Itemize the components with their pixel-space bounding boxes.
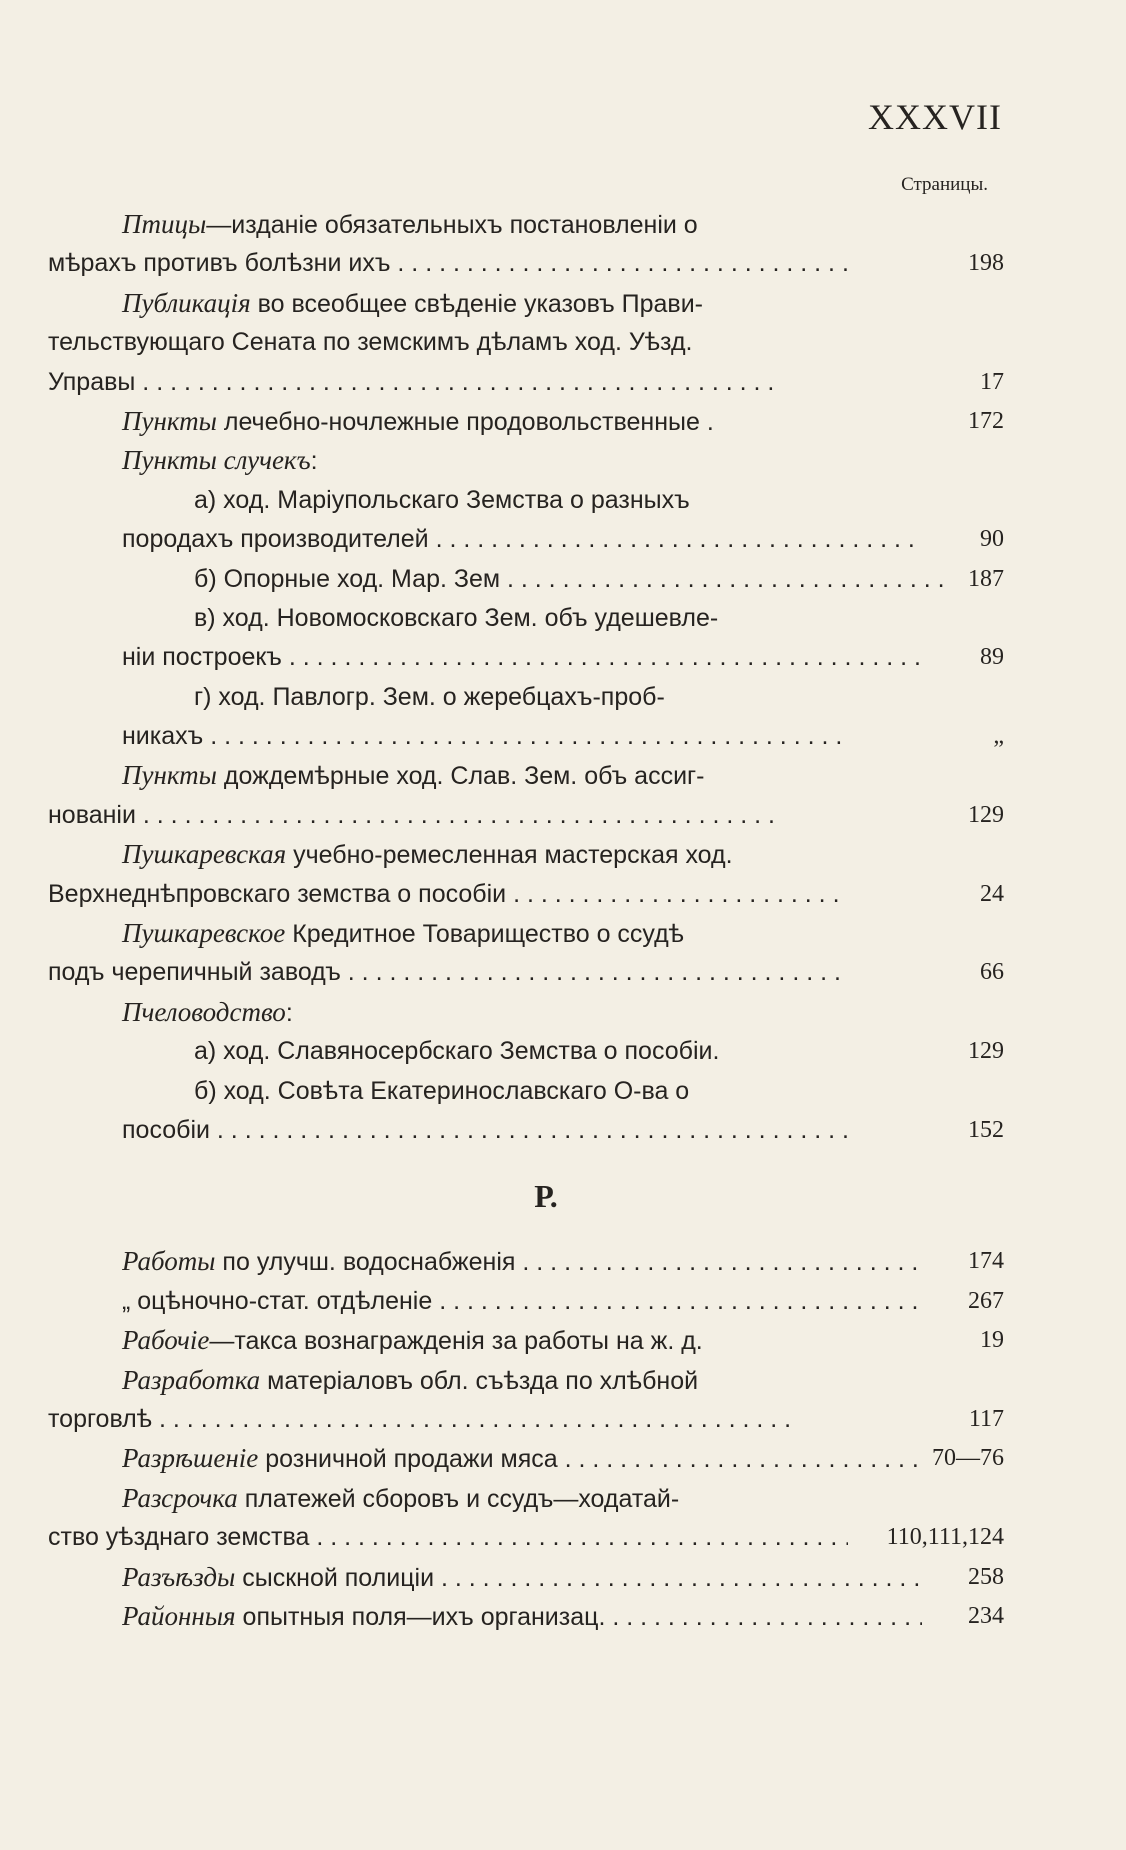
entry-page-number: 187 — [950, 560, 1004, 599]
entry-page-number: 152 — [950, 1111, 1004, 1150]
entry-description: Кредитное Товарищество о ссудѣ — [285, 920, 684, 949]
entry-text — [122, 441, 318, 481]
entry-description: мѣрахъ противъ болѣзни ихъ — [48, 249, 391, 278]
entry-text — [122, 1479, 679, 1519]
index-entry — [48, 835, 1004, 874]
entry-term: Разсрочка — [122, 1482, 238, 1513]
index-entry — [48, 441, 1004, 480]
entry-description: торговлѣ — [48, 1404, 153, 1433]
entry-description: б) ход. Совѣта Екатеринославскаго О-ва о — [194, 1076, 690, 1105]
entry-term: Пушкаревская — [122, 839, 287, 870]
entry-text — [122, 1321, 703, 1361]
entry-text — [48, 1400, 848, 1439]
index-entry — [48, 560, 1004, 599]
entry-page-number: 110,111,124 — [873, 1518, 1004, 1557]
entry-page-number: 66 — [950, 953, 1004, 992]
entry-description: г) ход. Павлогр. Зем. о жеребцахъ-проб- — [194, 682, 665, 711]
entry-page-number: 234 — [950, 1597, 1004, 1636]
entry-description: Управы — [48, 367, 136, 396]
entry-text — [122, 284, 703, 324]
entry-term: Работы — [122, 1246, 216, 1277]
entry-text — [122, 1282, 922, 1321]
index-entry — [48, 1361, 1004, 1400]
entry-term: Разъѣзды — [122, 1561, 236, 1592]
entry-description: „ оцѣночно-стат. отдѣленіе — [122, 1286, 433, 1315]
entry-page-number: 129 — [950, 1032, 1004, 1071]
entry-text — [122, 835, 733, 875]
entry-page-number: 24 — [950, 875, 1004, 914]
index-entry — [48, 1400, 1004, 1439]
entry-text — [122, 1558, 922, 1597]
index-entry — [48, 205, 1004, 244]
entry-term: Пункты — [122, 405, 217, 436]
index-entry — [48, 363, 1004, 402]
entry-text — [122, 205, 698, 245]
entry-term: Рабочіе — [122, 1325, 210, 1356]
section-letter: Р. — [534, 1178, 558, 1215]
entry-term: Пчеловодство — [122, 996, 286, 1027]
entry-text — [122, 756, 704, 796]
index-list — [48, 205, 1004, 1636]
pages-column-label: Страницы. — [901, 174, 988, 195]
entry-description: —такса вознагражденія за работы на ж. д. — [209, 1327, 703, 1356]
entry-text — [122, 402, 714, 442]
entry-description: Верхнеднѣпровскаго земства о пособіи — [48, 879, 507, 908]
entry-term: Разработка — [122, 1364, 261, 1395]
entry-text — [48, 323, 693, 362]
entry-text — [48, 796, 848, 835]
entry-description: тельствующаго Сената по земскимъ дѣламъ ход. Уѣзд. — [48, 328, 693, 357]
entry-term: Пункты случекъ — [122, 445, 311, 476]
entry-text — [48, 244, 848, 283]
entry-text — [194, 1072, 689, 1111]
entry-page-number: 89 — [950, 638, 1004, 677]
entry-description: платежей сборовъ и ссудъ—ходатай- — [237, 1484, 680, 1513]
entry-description: нованіи — [48, 800, 136, 829]
entry-text — [122, 520, 922, 559]
index-entry — [48, 678, 1004, 717]
index-entry — [48, 1032, 1004, 1071]
entry-text — [194, 560, 994, 599]
entry-text — [122, 1361, 698, 1401]
index-entry — [48, 796, 1004, 835]
entry-text — [194, 599, 718, 638]
entry-description: в) ход. Новомосковскаго Зем. объ удешевле- — [194, 603, 719, 632]
entry-page-number: 258 — [950, 1558, 1004, 1597]
entry-description: а) ход. Славяносербскаго Земства о пособіи. — [194, 1037, 720, 1066]
entry-page-number: 117 — [950, 1400, 1004, 1439]
entry-description: : — [310, 447, 318, 476]
index-entry — [48, 402, 1004, 441]
entry-text — [194, 1032, 719, 1071]
entry-description: ство уѣзднаго земства — [48, 1523, 310, 1552]
entry-term: Пушкаревское — [122, 918, 286, 949]
entry-page-number: 129 — [950, 796, 1004, 835]
entry-description: —изданіе обязательныхъ постановленіи о — [206, 211, 698, 239]
index-entry — [48, 244, 1004, 283]
entry-page-number: 267 — [950, 1282, 1004, 1321]
index-entry — [48, 717, 1004, 756]
entry-description: ніи построекъ — [122, 643, 282, 672]
index-entry — [48, 520, 1004, 559]
entry-description: : — [285, 998, 293, 1027]
entry-text — [48, 363, 848, 402]
entry-term: Птицы — [122, 209, 207, 239]
entry-text — [122, 1439, 922, 1478]
entry-text — [48, 953, 848, 992]
entry-description: а) ход. Маріупольскаго Земства о разныхъ — [194, 485, 690, 514]
entry-description: опытныя поля—ихъ организац. — [235, 1602, 606, 1631]
index-entry — [48, 323, 1004, 362]
entry-text — [122, 1111, 922, 1150]
index-entry — [48, 914, 1004, 953]
index-entry — [48, 1518, 1004, 1557]
index-entry — [48, 481, 1004, 520]
index-entry — [48, 1558, 1004, 1597]
entry-text — [122, 1242, 922, 1281]
index-entry — [48, 756, 1004, 795]
entry-page-number: 17 — [950, 363, 1004, 402]
entry-description: б) Опорные ход. Мар. Зем — [194, 564, 501, 593]
entry-description: во всеобщее свѣденіе указовъ Прави- — [250, 289, 704, 318]
index-entry — [48, 1242, 1004, 1281]
entry-description: подъ черепичный заводъ — [48, 958, 341, 987]
entry-term: Разрѣшеніе — [122, 1443, 259, 1474]
entry-term: Публикація — [122, 287, 251, 318]
entry-description: матеріаловъ обл. съѣзда по хлѣбной — [260, 1366, 699, 1395]
index-entry — [48, 638, 1004, 677]
entry-description: породахъ производителей — [122, 525, 429, 554]
entry-page-number: „ — [950, 717, 1004, 756]
entry-page-number: 90 — [950, 520, 1004, 559]
entry-description: дождемѣрные ход. Слав. Зем. объ ассиг- — [216, 762, 705, 791]
entry-term: Пункты — [122, 760, 217, 791]
entry-text — [48, 875, 848, 914]
entry-page-number: 198 — [950, 244, 1004, 283]
index-entry — [48, 953, 1004, 992]
index-entry — [48, 599, 1004, 638]
entry-text — [122, 1597, 922, 1636]
entry-description: розничной продажи мяса — [258, 1445, 558, 1474]
entry-text — [48, 1518, 848, 1557]
entry-term: Районныя — [122, 1600, 236, 1631]
page-number: XXXVII — [868, 97, 1002, 137]
entry-text — [122, 993, 293, 1033]
index-entry — [48, 1282, 1004, 1321]
index-entry — [48, 1072, 1004, 1111]
entry-text — [194, 481, 690, 520]
index-entry — [48, 1479, 1004, 1518]
index-block-p — [48, 205, 1004, 1150]
entry-description: пособіи — [122, 1115, 210, 1144]
entry-page-number: 174 — [950, 1242, 1004, 1281]
index-entry — [48, 1111, 1004, 1150]
entry-description: учебно-ремесленная мастерская ход. — [286, 841, 733, 870]
index-entry — [48, 993, 1004, 1032]
index-entry — [48, 1597, 1004, 1636]
index-entry — [48, 875, 1004, 914]
index-block-r — [48, 1242, 1004, 1636]
entry-description: по улучш. водоснабженія — [215, 1248, 516, 1277]
entry-page-number: 70—76 — [918, 1439, 1004, 1478]
entry-description: лечебно-ночлежные продовольственные . — [216, 407, 714, 436]
entry-text — [194, 678, 665, 717]
entry-text — [122, 717, 922, 756]
entry-text — [122, 638, 922, 677]
index-entry — [48, 1321, 1004, 1360]
entry-page-number: 19 — [950, 1321, 1004, 1360]
entry-page-number: 172 — [950, 402, 1004, 441]
entry-text — [122, 914, 684, 954]
index-entry — [48, 1439, 1004, 1478]
entry-description: сыскной полиціи — [235, 1563, 435, 1592]
index-entry — [48, 284, 1004, 323]
entry-description: никахъ — [122, 722, 204, 751]
